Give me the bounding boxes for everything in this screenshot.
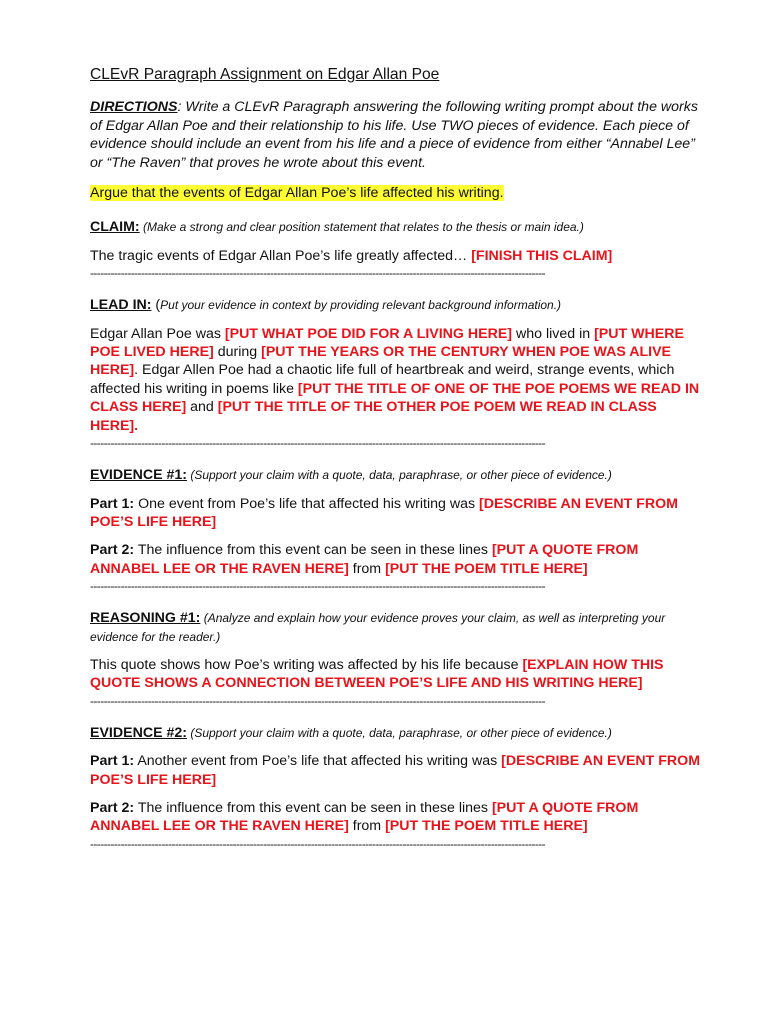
lead-in-heading: LEAD IN: (90, 297, 152, 314)
evidence-2-heading-line (90, 724, 702, 742)
directions-paragraph (90, 98, 702, 172)
part-placeholder: [PUT THE POEM TITLE HERE] (385, 560, 588, 577)
part-placeholder: [PUT THE POEM TITLE HERE] (385, 818, 588, 835)
lead-in-text: during (213, 344, 262, 361)
reasoning-placeholder: [EXPLAIN HOW THIS QUOTE SHOWS A CONNECTION BETWEEN POE’S LIFE AND HIS WRITING HERE] (90, 656, 664, 692)
part-placeholder: [PUT A QUOTE FROM ANNABEL LEE OR THE RAVEN HERE] (90, 542, 639, 577)
lead-in-placeholder: [PUT WHAT POE DID FOR A LIVING HERE] (224, 325, 513, 342)
directions-text: : Write a CLEvR Paragraph answering the following writing prompt about the works of Edgar Allan Poe and their relationship to his life. Use TWO pieces of evidence. Each piece of evidence should include an event from his life and a piece of evidence from either “Annabel Lee” or “The Raven” that proves he wrote about this event. (90, 99, 698, 171)
lead-in-paragraph (90, 325, 702, 435)
evidence-1-note: (Support your claim with a quote, data, paraphrase, or other piece of evidence.) (186, 468, 612, 483)
lead-in-text: who lived in (512, 325, 595, 342)
directions-label: DIRECTIONS (90, 99, 178, 116)
divider-rule: -------------------------------------------------------------------------------------------------------------------------------------- (90, 436, 546, 451)
divider-rule: -------------------------------------------------------------------------------------------------------------------------------------- (90, 266, 546, 281)
part-text: from (348, 818, 386, 835)
divider-rule: -------------------------------------------------------------------------------------------------------------------------------------- (90, 579, 546, 594)
claim-text: The tragic events of Edgar Allan Poe’s life greatly affected… (90, 247, 472, 264)
lead-in-text: and (186, 399, 218, 416)
highlighted-prompt: Argue that the events of Edgar Allan Poe’s life affected his writing. (90, 185, 504, 202)
lead-in-heading-line (90, 296, 702, 314)
claim-placeholder: [FINISH THIS CLAIM] (471, 247, 613, 264)
part-label: Part 1: (90, 495, 135, 512)
evidence-2-part-1 (90, 752, 702, 789)
reasoning-text: This quote shows how Poe’s writing was affected by his life because (90, 656, 523, 673)
claim-heading: CLAIM: (90, 219, 140, 236)
evidence-1-part-1 (90, 495, 702, 532)
part-placeholder: [DESCRIBE AN EVENT FROM POE’S LIFE HERE] (90, 495, 678, 530)
part-text: The influence from this event can be seen in these lines (134, 542, 492, 559)
part-text: The influence from this event can be seen in these lines (134, 799, 492, 816)
lead-in-placeholder: [PUT THE TITLE OF ONE OF THE POE POEMS WE READ IN CLASS HERE] (90, 380, 700, 416)
reasoning-1-heading: REASONING #1: (90, 610, 201, 627)
lead-in-placeholder: [PUT THE TITLE OF THE OTHER POE POEM WE READ IN CLASS HERE] (90, 399, 657, 434)
writing-prompt (90, 184, 702, 202)
lead-in-text: . Edgar Allen Poe had a chaotic life full of heartbreak and weird, strange events, which affected his writing in poems like (90, 362, 675, 397)
part-text: from (348, 560, 386, 577)
claim-paragraph (90, 247, 702, 265)
divider-rule: -------------------------------------------------------------------------------------------------------------------------------------- (90, 693, 546, 708)
divider-rule: -------------------------------------------------------------------------------------------------------------------------------------- (90, 836, 546, 851)
part-label: Part 1: (90, 753, 135, 770)
lead-in-paren: ( (151, 297, 161, 314)
lead-in-note: Put your evidence in context by providing relevant background information.) (160, 298, 562, 313)
part-text: One event from Poe’s life that affected his writing was (134, 495, 480, 512)
evidence-2-note: (Support your claim with a quote, data, paraphrase, or other piece of evidence.) (186, 725, 612, 740)
part-label: Part 2: (90, 799, 135, 816)
lead-in-text: Edgar Allan Poe was (90, 325, 225, 342)
lead-in-placeholder: [PUT THE YEARS OR THE CENTURY WHEN POE WAS ALIVE HERE] (90, 344, 672, 379)
evidence-2-part-2 (90, 799, 702, 836)
reasoning-1-note: (Analyze and explain how your evidence proves your claim, as well as interpreting your evidence for the reader.) (90, 611, 666, 644)
lead-in-placeholder: [PUT WHERE POE LIVED HERE] (90, 325, 684, 361)
evidence-1-heading-line (90, 466, 702, 484)
reasoning-1-heading-line (90, 609, 702, 646)
document-title: CLEvR Paragraph Assignment on Edgar Allan Poe (90, 66, 440, 83)
part-label: Part 2: (90, 542, 135, 559)
lead-in-period: . (134, 417, 139, 434)
claim-heading-line (90, 218, 702, 236)
reasoning-1-paragraph (90, 656, 702, 693)
evidence-1-part-2 (90, 541, 702, 578)
evidence-1-heading: EVIDENCE #1: (90, 467, 187, 484)
evidence-2-heading: EVIDENCE #2: (90, 724, 187, 741)
part-placeholder: [DESCRIBE AN EVENT FROM POE’S LIFE HERE] (90, 753, 701, 788)
claim-note: (Make a strong and clear position statement that relates to the thesis or main idea.) (139, 220, 584, 235)
part-text: Another event from Poe’s life that affected his writing was (134, 753, 502, 770)
part-placeholder: [PUT A QUOTE FROM ANNABEL LEE OR THE RAVEN HERE] (90, 799, 639, 835)
document-body (90, 66, 702, 851)
